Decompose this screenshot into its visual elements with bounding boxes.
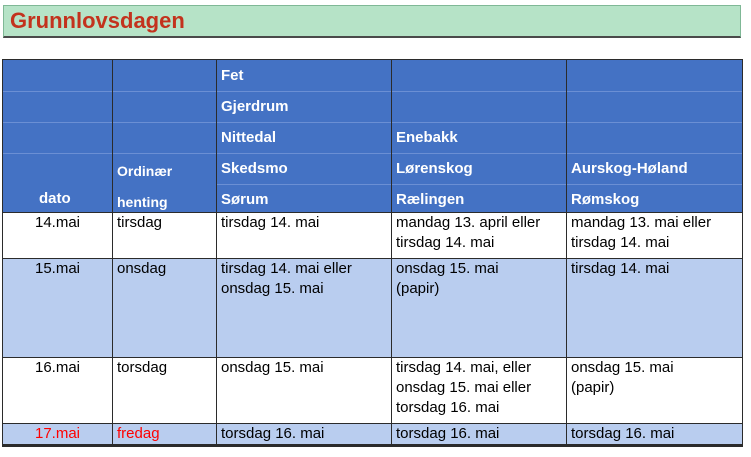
cell-line: tirsdag 14. mai bbox=[571, 260, 670, 277]
cell-line: (papir) bbox=[396, 280, 440, 297]
cell-group2 bbox=[392, 424, 567, 446]
cell-group3 bbox=[567, 424, 743, 446]
header-municipality: Nittedal bbox=[221, 129, 277, 146]
header-municipality: Rømskog bbox=[571, 191, 640, 208]
cell-group3 bbox=[567, 213, 743, 259]
table-row bbox=[3, 259, 743, 358]
header-dato-label: dato bbox=[39, 190, 71, 207]
cell-group1 bbox=[217, 213, 392, 259]
cell-group2 bbox=[392, 259, 567, 358]
cell-line: torsdag 16. mai bbox=[396, 399, 500, 416]
cell-group1 bbox=[217, 424, 392, 446]
schedule-table bbox=[2, 59, 743, 447]
header-group3 bbox=[567, 60, 743, 213]
header-row bbox=[3, 60, 743, 213]
header-group2 bbox=[392, 60, 567, 213]
cell-line: onsdag 15. mai bbox=[221, 280, 324, 297]
header-municipality: Skedsmo bbox=[221, 160, 288, 177]
header-dato bbox=[3, 60, 113, 213]
cell-group3 bbox=[567, 358, 743, 424]
header-group1 bbox=[217, 60, 392, 213]
cell-ordinaer: fredag bbox=[113, 424, 217, 446]
cell-group1 bbox=[217, 358, 392, 424]
cell-line: torsdag 16. mai bbox=[396, 425, 500, 442]
cell-dato: 17.mai bbox=[3, 424, 113, 446]
header-municipality: Aurskog-Høland bbox=[571, 160, 688, 177]
cell-line: onsdag 15. mai bbox=[571, 359, 674, 376]
header-municipality: Rælingen bbox=[396, 191, 465, 208]
cell-dato: 15.mai bbox=[3, 259, 113, 358]
table-row-holiday bbox=[3, 424, 743, 446]
header-municipality: Sørum bbox=[221, 191, 269, 208]
cell-group2 bbox=[392, 213, 567, 259]
title-bar bbox=[3, 5, 741, 38]
cell-line: tirsdag 14. mai eller bbox=[221, 260, 352, 277]
cell-ordinaer: onsdag bbox=[113, 259, 217, 358]
cell-line: tirsdag 14. mai bbox=[396, 234, 495, 251]
cell-line: tirsdag 14. mai bbox=[571, 234, 670, 251]
header-municipality: Gjerdrum bbox=[221, 98, 289, 115]
header-ordinaer-line2: henting bbox=[117, 194, 168, 210]
cell-line: onsdag 15. mai eller bbox=[396, 379, 532, 396]
table-row bbox=[3, 213, 743, 259]
cell-line: (papir) bbox=[571, 379, 615, 396]
cell-line: mandag 13. april eller bbox=[396, 214, 541, 231]
cell-line: onsdag 15. mai bbox=[221, 359, 324, 376]
header-ordinaer-line1: Ordinær bbox=[117, 163, 173, 179]
cell-ordinaer: tirsdag bbox=[113, 213, 217, 259]
cell-ordinaer: torsdag bbox=[113, 358, 217, 424]
cell-line: onsdag 15. mai bbox=[396, 260, 499, 277]
table-row bbox=[3, 358, 743, 424]
header-municipality: Fet bbox=[221, 67, 244, 84]
cell-group2 bbox=[392, 358, 567, 424]
header-municipality: Lørenskog bbox=[396, 160, 473, 177]
page-title: Grunnlovsdagen bbox=[10, 8, 185, 33]
cell-line: mandag 13. mai eller bbox=[571, 214, 712, 231]
cell-line: torsdag 16. mai bbox=[571, 425, 675, 442]
cell-dato: 16.mai bbox=[3, 358, 113, 424]
header-municipality: Enebakk bbox=[396, 129, 458, 146]
cell-line: tirsdag 14. mai, eller bbox=[396, 359, 532, 376]
header-ordinaer bbox=[113, 60, 217, 213]
cell-group1 bbox=[217, 259, 392, 358]
cell-group3 bbox=[567, 259, 743, 358]
cell-line: torsdag 16. mai bbox=[221, 425, 325, 442]
cell-dato: 14.mai bbox=[3, 213, 113, 259]
cell-line: tirsdag 14. mai bbox=[221, 214, 320, 231]
